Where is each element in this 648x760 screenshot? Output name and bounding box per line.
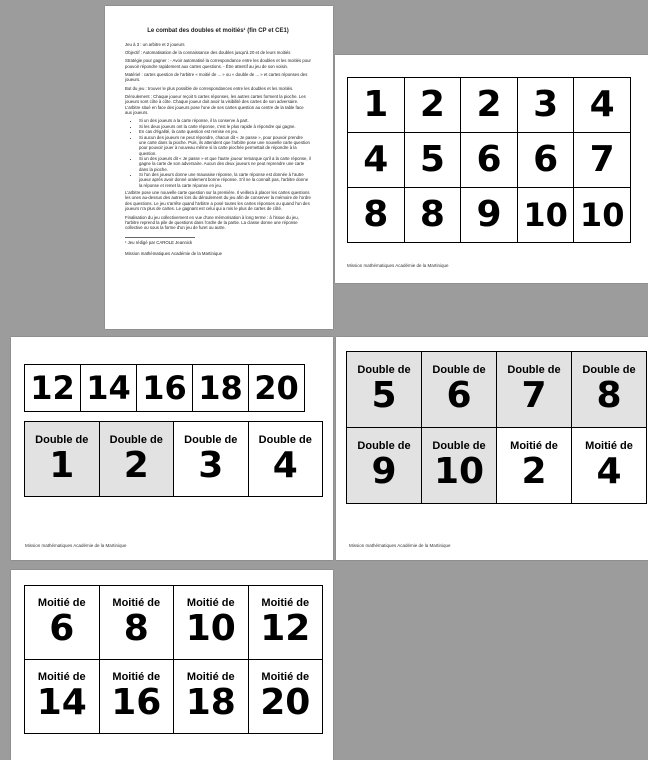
- card-label: Moitié de: [37, 671, 86, 683]
- card-number: 2: [476, 84, 502, 125]
- card-number: 18: [198, 369, 243, 407]
- number-card: [404, 77, 462, 133]
- number-card: [573, 187, 631, 243]
- moitie-card: [99, 659, 175, 734]
- card-number: 3: [533, 84, 559, 125]
- rules-procedure: Déroulement : Chaque joueur reçoit 5 cartes réponses, les autres cartes forment la pioche. Les joueurs sont côte à côte. Chaque joueur doit avoir la visibilité des cartes de son adversaire. L'arbitre situé en face des joueurs pose l'une de ses cartes question au centre de la table face aux joueurs.: [125, 94, 306, 116]
- rules-goal: But du jeu : trouver le plus possible de correspondances entre les doubles et les moitiés.: [125, 85, 294, 91]
- number-card: [460, 77, 518, 133]
- rules-players: Jeu à 3 : un arbitre et 2 joueurs: [125, 41, 185, 47]
- card-label: Double de: [184, 433, 238, 446]
- card-number: 3: [198, 444, 224, 486]
- rules-bullet: • Si les deux joueurs ont la carte réponse, c'est le plus rapide à répondre qui gagne.: [139, 124, 311, 129]
- card: [496, 351, 572, 428]
- card-number: 7: [589, 139, 615, 180]
- card-label: Moitié de: [112, 597, 161, 609]
- card-number: 10: [523, 196, 568, 234]
- number-card: [517, 132, 575, 188]
- double-card: [99, 421, 175, 497]
- moitie-card: [173, 659, 249, 734]
- card-label: Moitié de: [510, 440, 558, 452]
- card-label: Double de: [357, 364, 411, 376]
- card: [571, 351, 647, 428]
- rules-bullet: • Si un des joueurs dit « Je passe » et que l'autre joueur remarque qu'il a la carte réponse, il gagne la carte de son adversaire. Aucun des deux joueurs ne peut reprendre une carte dans la pioche.: [139, 156, 311, 172]
- card: [346, 427, 422, 504]
- rules-bullet: • Si l'un des joueurs donne une mauvaise réponse, la carte réponse est donnée à l'autre joueur après avoir donné oralement bonne réponse. S'il ne la connaît pas, l'arbitre donne la réponse et remet la carte réponse en jeu.: [139, 172, 311, 188]
- double-card: [173, 421, 249, 497]
- page-double-cards-b: [336, 337, 648, 560]
- card-number: 8: [596, 375, 622, 416]
- card-number: 5: [371, 375, 397, 416]
- card-label: Moitié de: [186, 597, 235, 609]
- rules-text: [125, 28, 311, 256]
- page-double-cards-a: [11, 337, 333, 560]
- card-number: 8: [123, 608, 149, 649]
- card-label: Double de: [432, 440, 486, 452]
- number-card: [136, 364, 193, 412]
- page-number-cards: [335, 55, 648, 283]
- card-number: 10: [433, 451, 485, 492]
- card-label: Moitié de: [261, 597, 310, 609]
- page-footer: Mission mathématiques Académie de la Martinique: [349, 543, 451, 548]
- number-card: [404, 132, 462, 188]
- rules-bullet: • En cas d'égalité, la carte question est remise en jeu.: [139, 129, 311, 134]
- moitie-card: [99, 585, 175, 660]
- card-number: 4: [596, 451, 622, 492]
- card-number: 4: [363, 139, 389, 180]
- number-card: [347, 77, 405, 133]
- number-card: [192, 364, 249, 412]
- card-label: Moitié de: [37, 597, 86, 609]
- rules-finalisation: Finalisation du jeu collectivement en vue d'une mémorisation à long terme : à l'issue du jeu, l'arbitre reprend la pile de questions dans l'ordre de la partie. La classe donne une réponse collective ou sous la forme d'un jeu de furet ou autre.: [125, 214, 299, 231]
- number-card: [573, 77, 631, 133]
- card-number: 14: [86, 369, 131, 407]
- page-footer: Mission mathématiques Académie de la Martinique: [125, 251, 222, 256]
- card-number: 2: [419, 84, 445, 125]
- card-number: 4: [272, 444, 298, 486]
- rules-title: Le combat des doubles et moitiés¹ (fin CP et CE1): [147, 28, 289, 34]
- card-number: 18: [185, 682, 236, 723]
- number-card: [517, 77, 575, 133]
- card-number: 12: [30, 369, 75, 407]
- card-label: Double de: [109, 433, 163, 446]
- card-number: 6: [476, 139, 502, 180]
- card-label: Double de: [432, 364, 486, 376]
- card-label: Double de: [582, 364, 636, 376]
- card-label: Moitié de: [186, 671, 235, 683]
- card-label: Double de: [357, 440, 411, 452]
- card-number: 12: [260, 608, 311, 649]
- card-number: 16: [111, 682, 162, 723]
- number-card: [347, 132, 405, 188]
- rules-bullets: [125, 118, 311, 188]
- number-card: [517, 187, 575, 243]
- card-number: 20: [260, 682, 311, 723]
- page-footer: Mission mathématiques Académie de la Martinique: [25, 543, 127, 548]
- moitie-card: [248, 659, 324, 734]
- page-footer: Mission mathématiques Académie de la Martinique: [347, 263, 449, 268]
- card-number: 10: [185, 608, 236, 649]
- footnote-separator: [125, 237, 195, 238]
- card: [496, 427, 572, 504]
- card-number: 8: [419, 194, 445, 235]
- card-number: 10: [579, 196, 625, 234]
- double-card: [248, 421, 324, 497]
- number-card: [80, 364, 137, 412]
- card-label: Moitié de: [112, 671, 161, 683]
- rules-bullet: • Si aucun des joueurs ne peut répondre, chacun dit « Je passe », pour pouvoir prendre une carte dans la pioche. Puis, ils attendent que l'arbitre pose une nouvelle carte question pour pouvoir jouer à nouveau même si la carte piochée permettait de répondre à la question.: [139, 135, 311, 156]
- card-number: 14: [36, 682, 87, 723]
- card-number: 2: [521, 451, 547, 492]
- card-number: 20: [254, 369, 299, 407]
- card-number: 6: [533, 139, 559, 180]
- number-card: [347, 187, 405, 243]
- card: [571, 427, 647, 504]
- rules-end: L'arbitre pose une nouvelle carte question sur la première. Il veillera à placer les cartes questions les unes au-dessus des autres lors du déroulement du jeu afin de conserver la mémoire de l'ordre des questions. Le jeu s'arrête quand l'arbitre a posé toutes les cartes réponses ou quand l'un des joueurs n'a plus de cartes. Le gagnant est celui qui a mis le plus de cartes de côté.: [125, 190, 311, 212]
- moitie-card: [248, 585, 324, 660]
- card-number: 6: [49, 608, 75, 649]
- rules-bullet: • Si un des joueurs a la carte réponse, il la conserve à part.: [139, 118, 311, 123]
- card-number: 8: [363, 194, 389, 235]
- page-moitie-cards: [11, 570, 333, 760]
- card-number: 1: [49, 444, 75, 486]
- rules-material: Matériel : cartes question de l'arbitre « moitié de ... » ou « double de ... » et cartes réponses des joueurs.: [125, 71, 308, 83]
- number-card: [24, 364, 81, 412]
- number-card: [460, 187, 518, 243]
- card-number: 9: [476, 194, 502, 235]
- card-label: Moitié de: [585, 440, 633, 452]
- card-number: 9: [371, 451, 397, 492]
- card-number: 5: [419, 139, 445, 180]
- number-card: [460, 132, 518, 188]
- page-rules: [105, 6, 333, 329]
- card: [421, 427, 497, 504]
- card: [346, 351, 422, 428]
- double-card: [24, 421, 100, 497]
- card-number: 4: [589, 84, 615, 125]
- card-number: 16: [142, 369, 187, 407]
- card-number: 1: [363, 84, 389, 125]
- card-number: 2: [123, 444, 149, 486]
- card-label: Double de: [507, 364, 561, 376]
- number-card: [248, 364, 305, 412]
- card: [421, 351, 497, 428]
- card-number: 7: [521, 375, 547, 416]
- card-label: Double de: [258, 433, 312, 446]
- rules-strategy: Stratégie pour gagner : - Avoir automatisé la correspondance entre les doubles et les moitiés pour pouvoir répondre rapidement aux cartes questions. - Être attentif au jeu de son voisin.: [125, 58, 311, 69]
- card-label: Double de: [35, 433, 89, 446]
- rules-objective: Objectif : Automatisation de la connaissance des doubles jusqu'à 20 et de leurs moitiés: [125, 49, 291, 55]
- number-card: [404, 187, 462, 243]
- moitie-card: [173, 585, 249, 660]
- card-number: 6: [446, 375, 472, 416]
- rules-footnote: ¹ Jeu rédigé par CAROLE Jeannick: [125, 239, 193, 245]
- card-label: Moitié de: [261, 671, 310, 683]
- moitie-card: [24, 659, 100, 734]
- moitie-card: [24, 585, 100, 660]
- number-card: [573, 132, 631, 188]
